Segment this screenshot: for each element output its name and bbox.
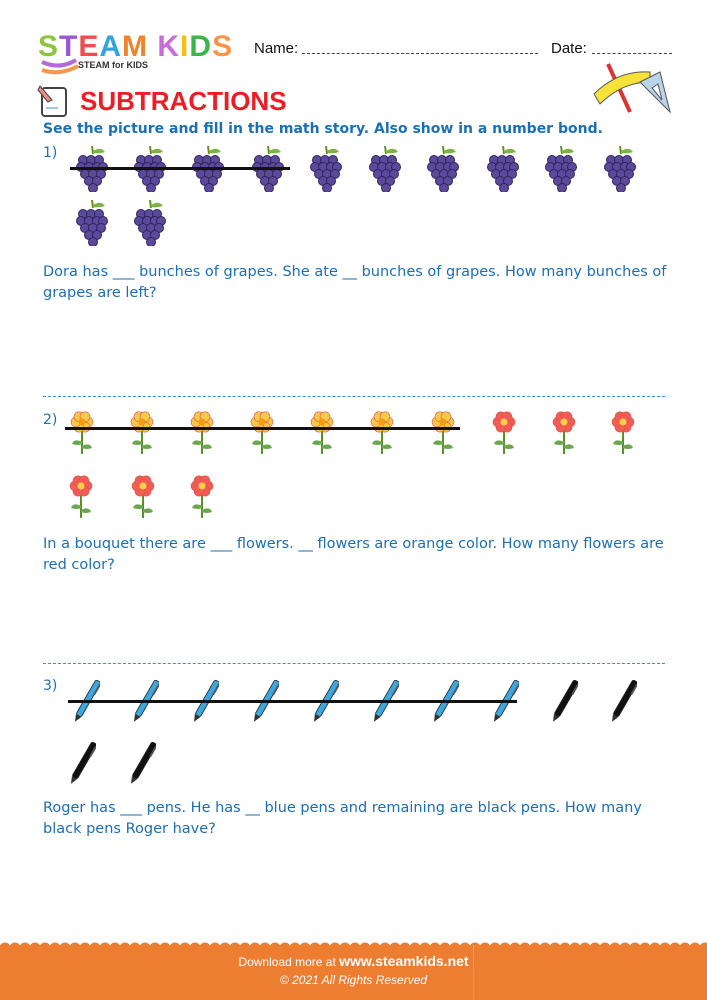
orange-flower-icon <box>188 410 216 458</box>
section-divider <box>43 663 665 664</box>
worksheet-pencil-icon <box>36 82 70 118</box>
question-2-number: 2) <box>43 412 58 428</box>
red-flower-icon <box>550 410 578 458</box>
logo-swoosh-icon <box>40 56 80 76</box>
orange-flower-icon <box>128 410 156 458</box>
strike-line <box>65 427 460 430</box>
blue-pen-icon <box>493 676 519 730</box>
black-pen-icon <box>70 738 96 792</box>
website-link[interactable]: www.steamkids.net <box>339 953 469 969</box>
grapes-icon <box>133 146 167 196</box>
logo-letter: T <box>59 30 79 63</box>
grapes-icon <box>368 146 402 196</box>
logo-letter: S <box>212 30 234 63</box>
grapes-icon <box>426 146 460 196</box>
black-pen-icon <box>611 676 637 730</box>
footer-download <box>0 953 707 969</box>
logo-letter: E <box>78 30 100 63</box>
copyright-text: © 2021 All Rights Reserved <box>279 973 428 987</box>
black-pen-icon <box>552 676 578 730</box>
grapes-icon <box>603 146 637 196</box>
red-flower-icon <box>490 410 518 458</box>
date-label: Date: <box>551 40 587 57</box>
question-1-story: Dora has ___ bunches of grapes. She ate __ bunches of grapes. How many bunches of grapes are left? <box>43 264 667 301</box>
orange-flower-icon <box>368 410 396 458</box>
orange-flower-icon <box>429 410 457 458</box>
blue-pen-icon <box>74 676 100 730</box>
logo-letter: D <box>189 30 213 63</box>
black-pen-icon <box>130 738 156 792</box>
grapes-icon <box>75 146 109 196</box>
name-label: Name: <box>254 40 299 57</box>
logo-letter: I <box>180 30 190 63</box>
orange-flower-icon <box>248 410 276 458</box>
logo-tagline: STEAM for KIDS <box>78 60 149 70</box>
blue-pen-icon <box>193 676 219 730</box>
grapes-icon <box>251 146 285 196</box>
red-flower-icon <box>609 410 637 458</box>
page-title: SUBTRACTIONS <box>80 86 287 116</box>
red-flower-icon <box>129 474 157 522</box>
grapes-icon <box>133 200 167 250</box>
logo-letter: S <box>38 30 60 63</box>
orange-flower-icon <box>308 410 336 458</box>
question-2-story: In a bouquet there are ___ flowers. __ flowers are orange color. How many flowers are red color? <box>43 536 664 573</box>
blue-pen-icon <box>253 676 279 730</box>
strike-line <box>68 700 517 703</box>
grapes-icon <box>75 200 109 250</box>
grapes-icon <box>486 146 520 196</box>
download-text: Download more at <box>238 955 336 969</box>
logo-letter: M <box>122 30 149 63</box>
blue-pen-icon <box>433 676 459 730</box>
strike-line <box>70 167 290 170</box>
name-field[interactable] <box>302 53 538 54</box>
grapes-icon <box>191 146 225 196</box>
question-3-story: Roger has ___ pens. He has __ blue pens and remaining are black pens. How many black pens Roger have? <box>43 800 642 837</box>
question-1-number: 1) <box>43 145 58 161</box>
date-field[interactable] <box>592 53 672 54</box>
section-divider <box>43 396 665 397</box>
logo-letter <box>148 30 157 64</box>
red-flower-icon <box>67 474 95 522</box>
grapes-icon <box>544 146 578 196</box>
blue-pen-icon <box>373 676 399 730</box>
logo-letter: A <box>99 30 123 63</box>
instruction-text: See the picture and fill in the math story. Also show in a number bond. <box>43 121 603 137</box>
orange-flower-icon <box>68 410 96 458</box>
blue-pen-icon <box>313 676 339 730</box>
blue-pen-icon <box>133 676 159 730</box>
ruler-triangle-icon <box>588 60 672 116</box>
question-3-number: 3) <box>43 678 58 694</box>
logo-letter: K <box>157 30 181 63</box>
red-flower-icon <box>188 474 216 522</box>
grapes-icon <box>309 146 343 196</box>
